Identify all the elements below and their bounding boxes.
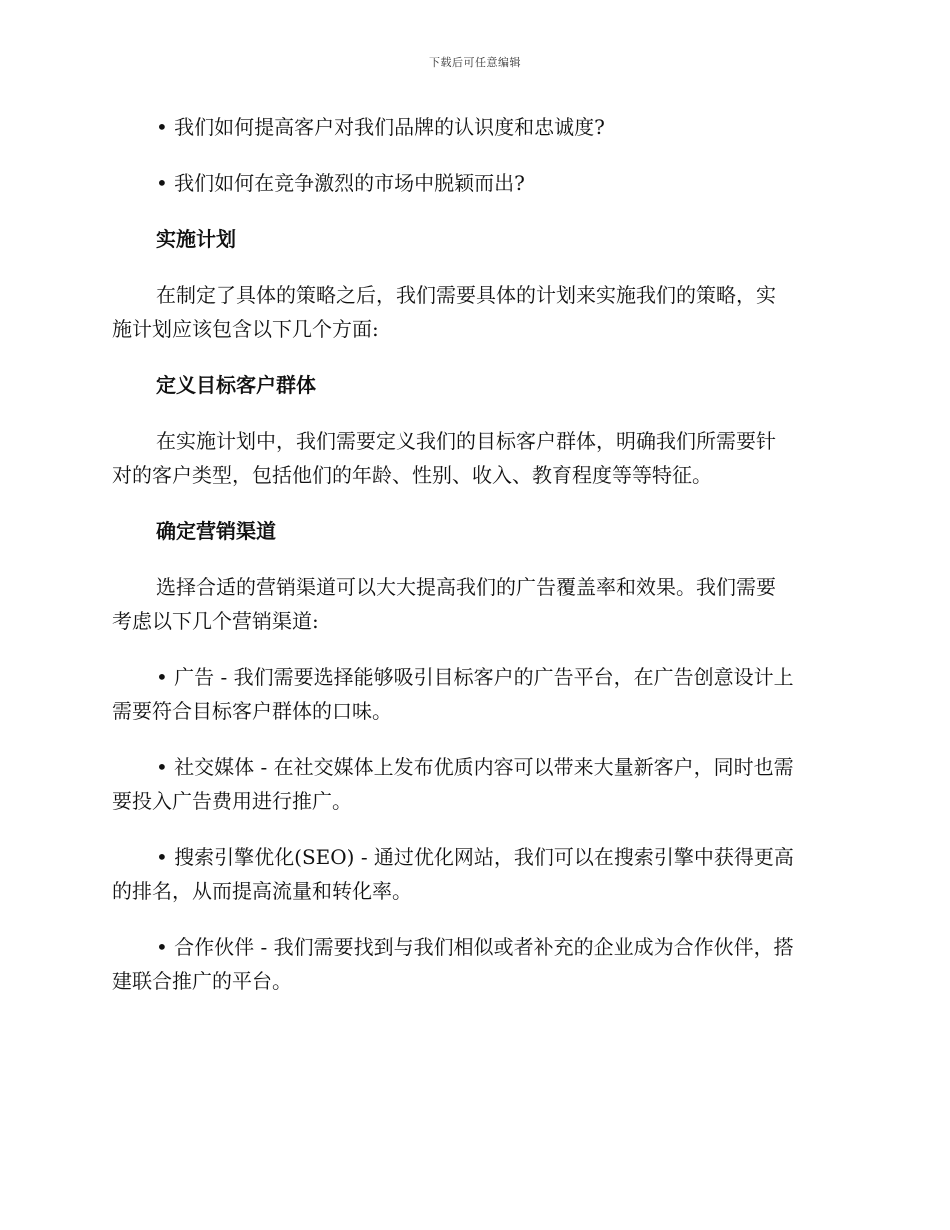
paragraph xyxy=(112,424,838,492)
document-body xyxy=(112,110,838,1020)
paragraph-line: 考虑以下几个营销渠道: xyxy=(112,609,319,633)
heading-marketing-channels: 确定营销渠道 xyxy=(156,519,276,543)
bullet-line: • 广告 - 我们需要选择能够吸引目标客户的广告平台，在广告创意设计上 xyxy=(156,665,794,689)
question-bullet xyxy=(112,110,838,144)
channel-bullet xyxy=(112,930,838,998)
bullet-line: 要投入广告费用进行推广。 xyxy=(112,789,352,813)
bullet-line: 建联合推广的平台。 xyxy=(112,969,292,993)
channel-bullet xyxy=(112,840,838,908)
section-heading xyxy=(112,368,838,402)
paragraph-line: 对的客户类型，包括他们的年龄、性别、收入、教育程度等等特征。 xyxy=(112,463,712,487)
bullet-line: 的排名，从而提高流量和转化率。 xyxy=(112,879,412,903)
bullet-line: • 搜索引擎优化(SEO) - 通过优化网站，我们可以在搜索引擎中获得更高 xyxy=(156,845,794,869)
section-heading xyxy=(112,222,838,256)
paragraph xyxy=(112,278,838,346)
bullet-line: 需要符合目标客户群体的口味。 xyxy=(112,699,392,723)
page-header: 下载后可任意编辑 xyxy=(429,56,521,69)
question-bullet xyxy=(112,166,838,200)
paragraph-line: 施计划应该包含以下几个方面: xyxy=(112,317,379,341)
bullet-line: • 社交媒体 - 在社交媒体上发布优质内容可以带来大量新客户，同时也需 xyxy=(156,755,794,779)
heading-implementation-plan: 实施计划 xyxy=(156,227,236,251)
paragraph-line: 在实施计划中，我们需要定义我们的目标客户群体，明确我们所需要针 xyxy=(156,429,776,453)
paragraph xyxy=(112,570,838,638)
bullet-line: • 我们如何在竞争激烈的市场中脱颖而出? xyxy=(156,171,525,195)
heading-target-customers: 定义目标客户群体 xyxy=(156,373,316,397)
paragraph-line: 选择合适的营销渠道可以大大提高我们的广告覆盖率和效果。我们需要 xyxy=(156,575,776,599)
paragraph-line: 在制定了具体的策略之后，我们需要具体的计划来实施我们的策略，实 xyxy=(156,283,776,307)
channel-bullet xyxy=(112,750,838,818)
bullet-line: • 合作伙伴 - 我们需要找到与我们相似或者补充的企业成为合作伙伴，搭 xyxy=(156,935,794,959)
channel-bullet xyxy=(112,660,838,728)
section-heading xyxy=(112,514,838,548)
bullet-line: • 我们如何提高客户对我们品牌的认识度和忠诚度? xyxy=(156,115,605,139)
